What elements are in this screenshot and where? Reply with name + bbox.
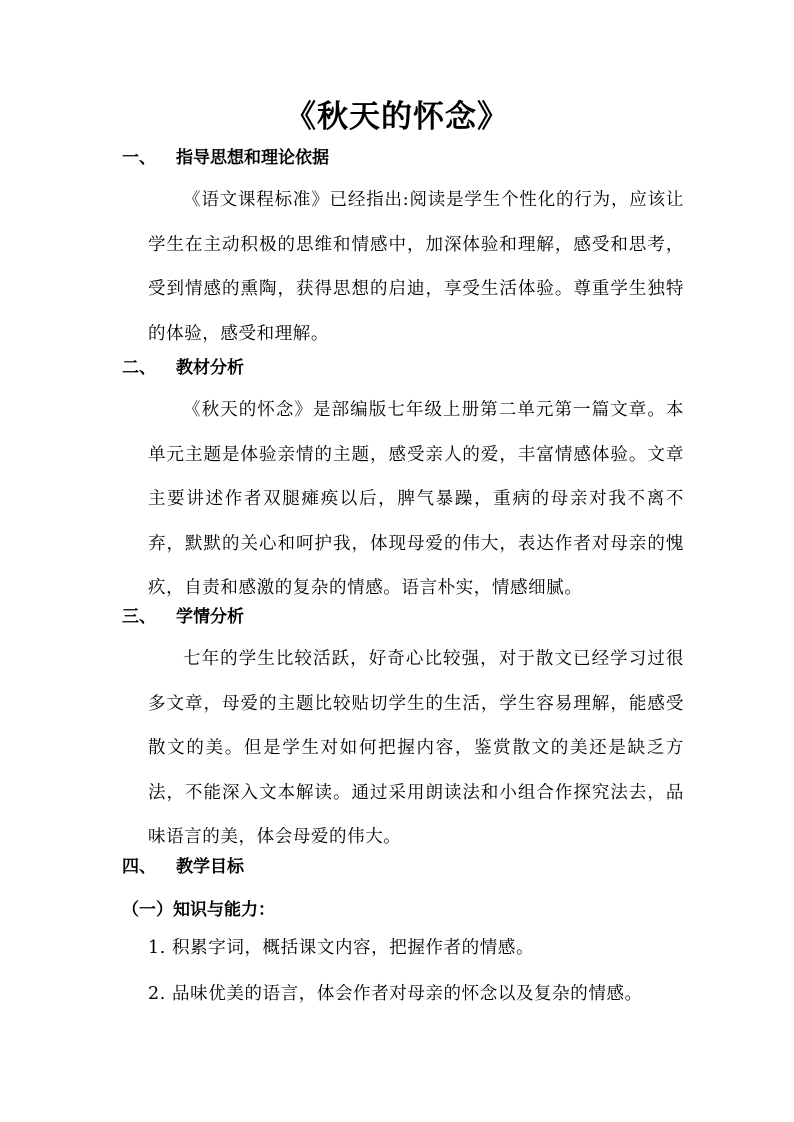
section-heading-text: 学情分析 bbox=[176, 607, 244, 627]
section-heading-text: 教学目标 bbox=[176, 857, 244, 877]
section-heading-text: 教材分析 bbox=[176, 358, 244, 378]
section-number: 二、 bbox=[122, 358, 156, 378]
section-heading-1 bbox=[122, 146, 329, 170]
paragraph: 《语文课程标准》已经指出:阅读是学生个性化的行为，应该让学生在主动积极的思维和情感中，加深体验和理解，感受和思考，受到情感的熏陶，获得思想的启迪，享受生活体验。尊重学生独特的体验，感受和理解。 bbox=[148, 190, 684, 344]
paragraph: 《秋天的怀念》是部编版七年级上册第二单元第一篇文章。本单元主题是体验亲情的主题，感受亲人的爱，丰富情感体验。文章主要讲述作者双腿瘫痪以后，脾气暴躁，重病的母亲对我不离不弃，默默的关心和呵护我，体现母爱的伟大，表达作者对母亲的愧疚，自责和感激的复杂的情感。语言朴实，情感细腻。 bbox=[148, 400, 684, 598]
goal-item: 2. 品味优美的语言，体会作者对母亲的怀念以及复杂的情感。 bbox=[148, 984, 643, 1004]
section-heading-2 bbox=[122, 356, 244, 380]
section-body-2 bbox=[148, 388, 684, 611]
section-number: 一、 bbox=[122, 148, 156, 168]
section-body-3 bbox=[148, 637, 684, 860]
section-number: 三、 bbox=[122, 607, 156, 627]
section-number: 四、 bbox=[122, 857, 156, 877]
section-heading-3 bbox=[122, 605, 244, 629]
section-heading-text: 指导思想和理论依据 bbox=[176, 148, 329, 168]
section-body-1 bbox=[148, 178, 684, 356]
goals-subheading: （一）知识与能力： bbox=[122, 900, 275, 920]
section-heading-4 bbox=[122, 855, 244, 879]
document-title: 《秋天的怀念》 bbox=[285, 99, 509, 135]
paragraph: 七年的学生比较活跃，好奇心比较强，对于散文已经学习过很多文章，母爱的主题比较贴切学生的生活，学生容易理解，能感受散文的美。但是学生对如何把握内容，鉴赏散文的美还是缺乏方法，不能深入文本解读。通过采用朗读法和小组合作探究法去，品味语言的美，体会母爱的伟大。 bbox=[148, 649, 684, 847]
goal-item: 1. 积累字词，概括课文内容，把握作者的情感。 bbox=[148, 938, 535, 958]
